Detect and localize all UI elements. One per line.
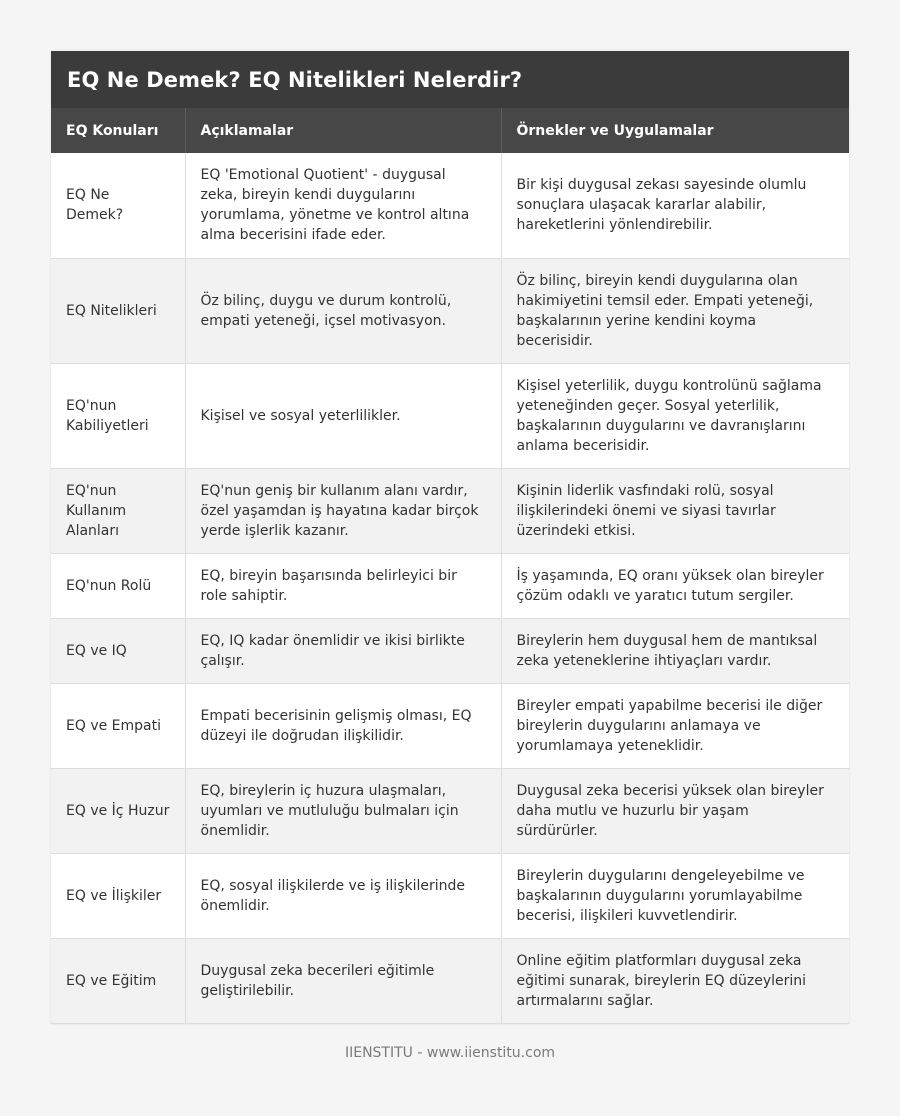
cell-example: Bireylerin duygularını dengeleyebilme ve başkalarının duygularını yorumlayabilme becerisi, ilişkileri kuvvetlendirir.: [501, 853, 849, 938]
cell-example: İş yaşamında, EQ oranı yüksek olan bireyler çözüm odaklı ve yaratıcı tutum sergiler.: [501, 553, 849, 618]
table-row: [51, 683, 849, 768]
cell-topic: EQ ve IQ: [51, 618, 185, 683]
cell-topic: EQ ve Empati: [51, 683, 185, 768]
table-row: [51, 768, 849, 853]
cell-example: Bir kişi duygusal zekası sayesinde olumlu sonuçlara ulaşacak kararlar alabilir, hareketlerini yönlendirebilir.: [501, 153, 849, 258]
cell-example: Online eğitim platformları duygusal zeka eğitimi sunarak, bireylerin EQ düzeylerini artırmalarını sağlar.: [501, 938, 849, 1023]
table-row: [51, 618, 849, 683]
table-row: [51, 938, 849, 1023]
cell-description: EQ'nun geniş bir kullanım alanı vardır, özel yaşamdan iş hayatına kadar birçok yerde işlerlik kazanır.: [185, 468, 501, 553]
cell-description: EQ, sosyal ilişkilerde ve iş ilişkilerinde önemlidir.: [185, 853, 501, 938]
table-row: [51, 853, 849, 938]
cell-description: Empati becerisinin gelişmiş olması, EQ düzeyi ile doğrudan ilişkilidir.: [185, 683, 501, 768]
cell-description: Duygusal zeka becerileri eğitimle geliştirilebilir.: [185, 938, 501, 1023]
cell-example: Bireylerin hem duygusal hem de mantıksal zeka yeteneklerine ihtiyaçları vardır.: [501, 618, 849, 683]
cell-topic: EQ Nitelikleri: [51, 258, 185, 363]
eq-table: [51, 108, 849, 1024]
cell-example: Kişinin liderlik vasfındaki rolü, sosyal ilişkilerindeki önemi ve siyasi tavırlar üzerindeki etkisi.: [501, 468, 849, 553]
table-row: [51, 363, 849, 468]
cell-description: EQ, IQ kadar önemlidir ve ikisi birlikte çalışır.: [185, 618, 501, 683]
table-row: [51, 258, 849, 363]
table-title: EQ Ne Demek? EQ Nitelikleri Nelerdir?: [51, 51, 849, 108]
cell-description: EQ 'Emotional Quotient' - duygusal zeka, bireyin kendi duygularını yorumlama, yönetme ve kontrol altına alma becerisini ifade eder.: [185, 153, 501, 258]
cell-topic: EQ ve Eğitim: [51, 938, 185, 1023]
table-card: [51, 51, 849, 1024]
footer-credit: IIENSTITU - www.iienstitu.com: [344, 1045, 556, 1061]
cell-description: Öz bilinç, duygu ve durum kontrolü, empati yeteneği, içsel motivasyon.: [185, 258, 501, 363]
cell-topic: EQ'nun Kullanım Alanları: [51, 468, 185, 553]
cell-example: Kişisel yeterlilik, duygu kontrolünü sağlama yeteneğinden geçer. Sosyal yeterlilik, başkalarının duygularını ve davranışlarını anlama becerisidir.: [501, 363, 849, 468]
cell-topic: EQ'nun Rolü: [51, 553, 185, 618]
column-header-description: Açıklamalar: [185, 108, 501, 153]
column-header-topic: EQ Konuları: [51, 108, 185, 153]
header-row: [51, 108, 849, 153]
column-header-examples: Örnekler ve Uygulamalar: [501, 108, 849, 153]
cell-description: Kişisel ve sosyal yeterlilikler.: [185, 363, 501, 468]
cell-example: Duygusal zeka becerisi yüksek olan bireyler daha mutlu ve huzurlu bir yaşam sürdürürler.: [501, 768, 849, 853]
table-row: [51, 553, 849, 618]
cell-topic: EQ ve İlişkiler: [51, 853, 185, 938]
cell-topic: EQ Ne Demek?: [51, 153, 185, 258]
cell-topic: EQ ve İç Huzur: [51, 768, 185, 853]
cell-description: EQ, bireyin başarısında belirleyici bir role sahiptir.: [185, 553, 501, 618]
table-row: [51, 468, 849, 553]
cell-topic: EQ'nun Kabiliyetleri: [51, 363, 185, 468]
cell-description: EQ, bireylerin iç huzura ulaşmaları, uyumları ve mutluluğu bulmaları için önemlidir.: [185, 768, 501, 853]
cell-example: Öz bilinç, bireyin kendi duygularına olan hakimiyetini temsil eder. Empati yeteneği, başkalarının yerine kendini koyma becerisidir.: [501, 258, 849, 363]
cell-example: Bireyler empati yapabilme becerisi ile diğer bireylerin duygularını anlamaya ve yorumlamaya yeteneklidir.: [501, 683, 849, 768]
table-row: [51, 153, 849, 258]
